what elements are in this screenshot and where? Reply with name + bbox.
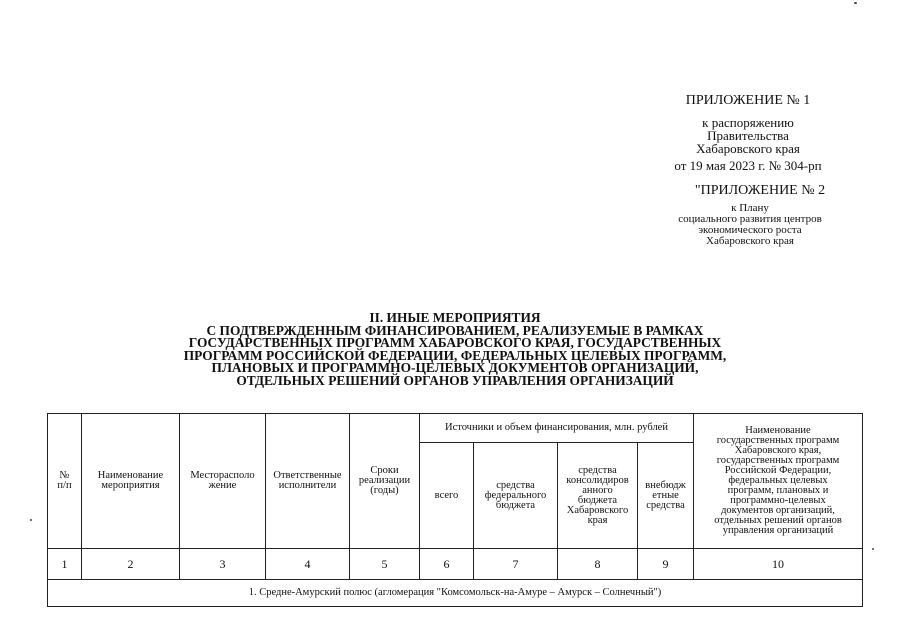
column-number: 8 <box>558 549 638 580</box>
column-number: 10 <box>694 549 863 580</box>
section-row <box>48 580 863 607</box>
header-programs-line: государственных программ <box>716 435 840 446</box>
header-regional-line: анного <box>582 484 613 496</box>
header-responsible-line: исполнители <box>278 480 337 491</box>
header-federal-line: бюджета <box>495 499 536 511</box>
header-responsible-line: Ответственные <box>273 470 342 481</box>
header-programs-line: Хабаровского края, <box>734 445 822 456</box>
header-programs-line: Российской Федерации, <box>724 465 832 476</box>
header-total <box>420 443 474 549</box>
events-table <box>47 413 863 607</box>
header-regional-line: края <box>587 514 608 526</box>
section-title-line: II. ИНЫЕ МЕРОПРИЯТИЯ <box>369 310 541 325</box>
scan-speck <box>872 548 874 550</box>
appendix-1-reference-line: Правительства <box>707 128 789 143</box>
header-terms-line: Сроки <box>370 465 399 476</box>
header-name <box>82 414 180 549</box>
header-num-line: п/п <box>57 480 72 491</box>
header-federal <box>474 443 558 549</box>
header-programs-line: документов организаций, <box>721 505 835 516</box>
header-location <box>180 414 266 549</box>
header-regional-line: консолидиров <box>566 474 629 486</box>
appendix-2-reference <box>650 203 850 247</box>
column-number: 7 <box>474 549 558 580</box>
header-responsible <box>266 414 350 549</box>
appendix-2-reference-line: социального развития центров <box>678 213 822 225</box>
header-programs-line: управления организаций <box>722 525 834 536</box>
header-programs-line: Наименование <box>745 425 811 436</box>
header-programs-line: федеральных целевых <box>728 475 828 486</box>
column-numbers-row <box>48 549 863 580</box>
scan-speck <box>854 2 857 4</box>
section-title-line: ПРОГРАММ РОССИЙСКОЙ ФЕДЕРАЦИИ, ФЕДЕРАЛЬНЫХ ЦЕЛЕВЫХ ПРОГРАММ, <box>183 347 727 363</box>
scan-speck <box>30 519 32 521</box>
header-extrabudget <box>638 443 694 549</box>
appendix-2-reference-line: к Плану <box>731 202 769 214</box>
header-programs-line: программно-целевых <box>730 495 826 506</box>
appendix-1-reference-line: Хабаровского края <box>696 141 800 156</box>
section-row-title: 1. Средне-Амурский полюс (агломерация "Комсомольск-на-Амуре – Амурск – Солнечный") <box>48 580 863 607</box>
header-location-line: жение <box>208 480 237 491</box>
header-regional-line: средства <box>578 464 617 476</box>
header-location-line: Месторасполо <box>190 470 255 481</box>
column-number: 5 <box>350 549 420 580</box>
section-title-line: ПЛАНОВЫХ И ПРОГРАММНО-ЦЕЛЕВЫХ ДОКУМЕНТОВ ОРГАНИЗАЦИЙ, <box>211 360 699 375</box>
header-federal-line: федерального <box>484 489 547 501</box>
header-regional <box>558 443 638 549</box>
header-total-line: всего <box>434 489 459 501</box>
appendix-1-reference-line: к распоряжению <box>702 115 794 130</box>
appendix-1-reference <box>648 116 848 155</box>
header-federal-line: средства <box>496 479 535 491</box>
header-terms-line: (годы) <box>370 485 399 496</box>
appendix-2-title: "ПРИЛОЖЕНИЕ № 2 <box>694 183 826 198</box>
header-programs-line: отдельных решений органов <box>714 515 842 526</box>
section-title-line: ГОСУДАРСТВЕННЫХ ПРОГРАММ ХАБАРОВСКОГО КРАЯ, ГОСУДАРСТВЕННЫХ <box>188 335 722 350</box>
column-number: 2 <box>82 549 180 580</box>
header-programs-line: программ, плановых и <box>727 485 829 496</box>
column-number: 1 <box>48 549 82 580</box>
header-extrabudget-line: етные <box>652 489 679 501</box>
column-number: 9 <box>638 549 694 580</box>
section-title-line: С ПОДТВЕРЖДЕННЫМ ФИНАНСИРОВАНИЕМ, РЕАЛИЗУЕМЫЕ В РАМКАХ <box>206 322 704 338</box>
column-number: 4 <box>266 549 350 580</box>
header-num-line: № <box>59 470 70 481</box>
header-funding: Источники и объем финансирования, млн. рублей <box>420 414 694 443</box>
header-num <box>48 414 82 549</box>
section-title <box>60 312 850 387</box>
column-number: 6 <box>420 549 474 580</box>
header-programs-line: государственных программ <box>716 455 840 466</box>
header-programs <box>694 414 863 549</box>
header-regional-line: бюджета <box>577 494 618 506</box>
appendix-1-title: ПРИЛОЖЕНИЕ № 1 <box>685 93 811 108</box>
header-name-line: мероприятия <box>101 480 160 491</box>
header-extrabudget-line: внебюдж <box>645 479 686 491</box>
appendix-2-reference-line: экономического роста <box>698 224 802 236</box>
appendix-1-date: от 19 мая 2023 г. № 304-рп <box>674 158 822 173</box>
header-name-line: Наименование <box>97 470 164 481</box>
section-title-line: ОТДЕЛЬНЫХ РЕШЕНИЙ ОРГАНОВ УПРАВЛЕНИЯ ОРГАНИЗАЦИЙ <box>236 372 674 388</box>
header-terms <box>350 414 420 549</box>
column-number: 3 <box>180 549 266 580</box>
header-terms-line: реализации <box>358 475 411 486</box>
header-extrabudget-line: средства <box>646 499 685 511</box>
header-regional-line: Хабаровского <box>566 504 629 516</box>
appendix-2-reference-line: Хабаровского края <box>706 235 794 247</box>
